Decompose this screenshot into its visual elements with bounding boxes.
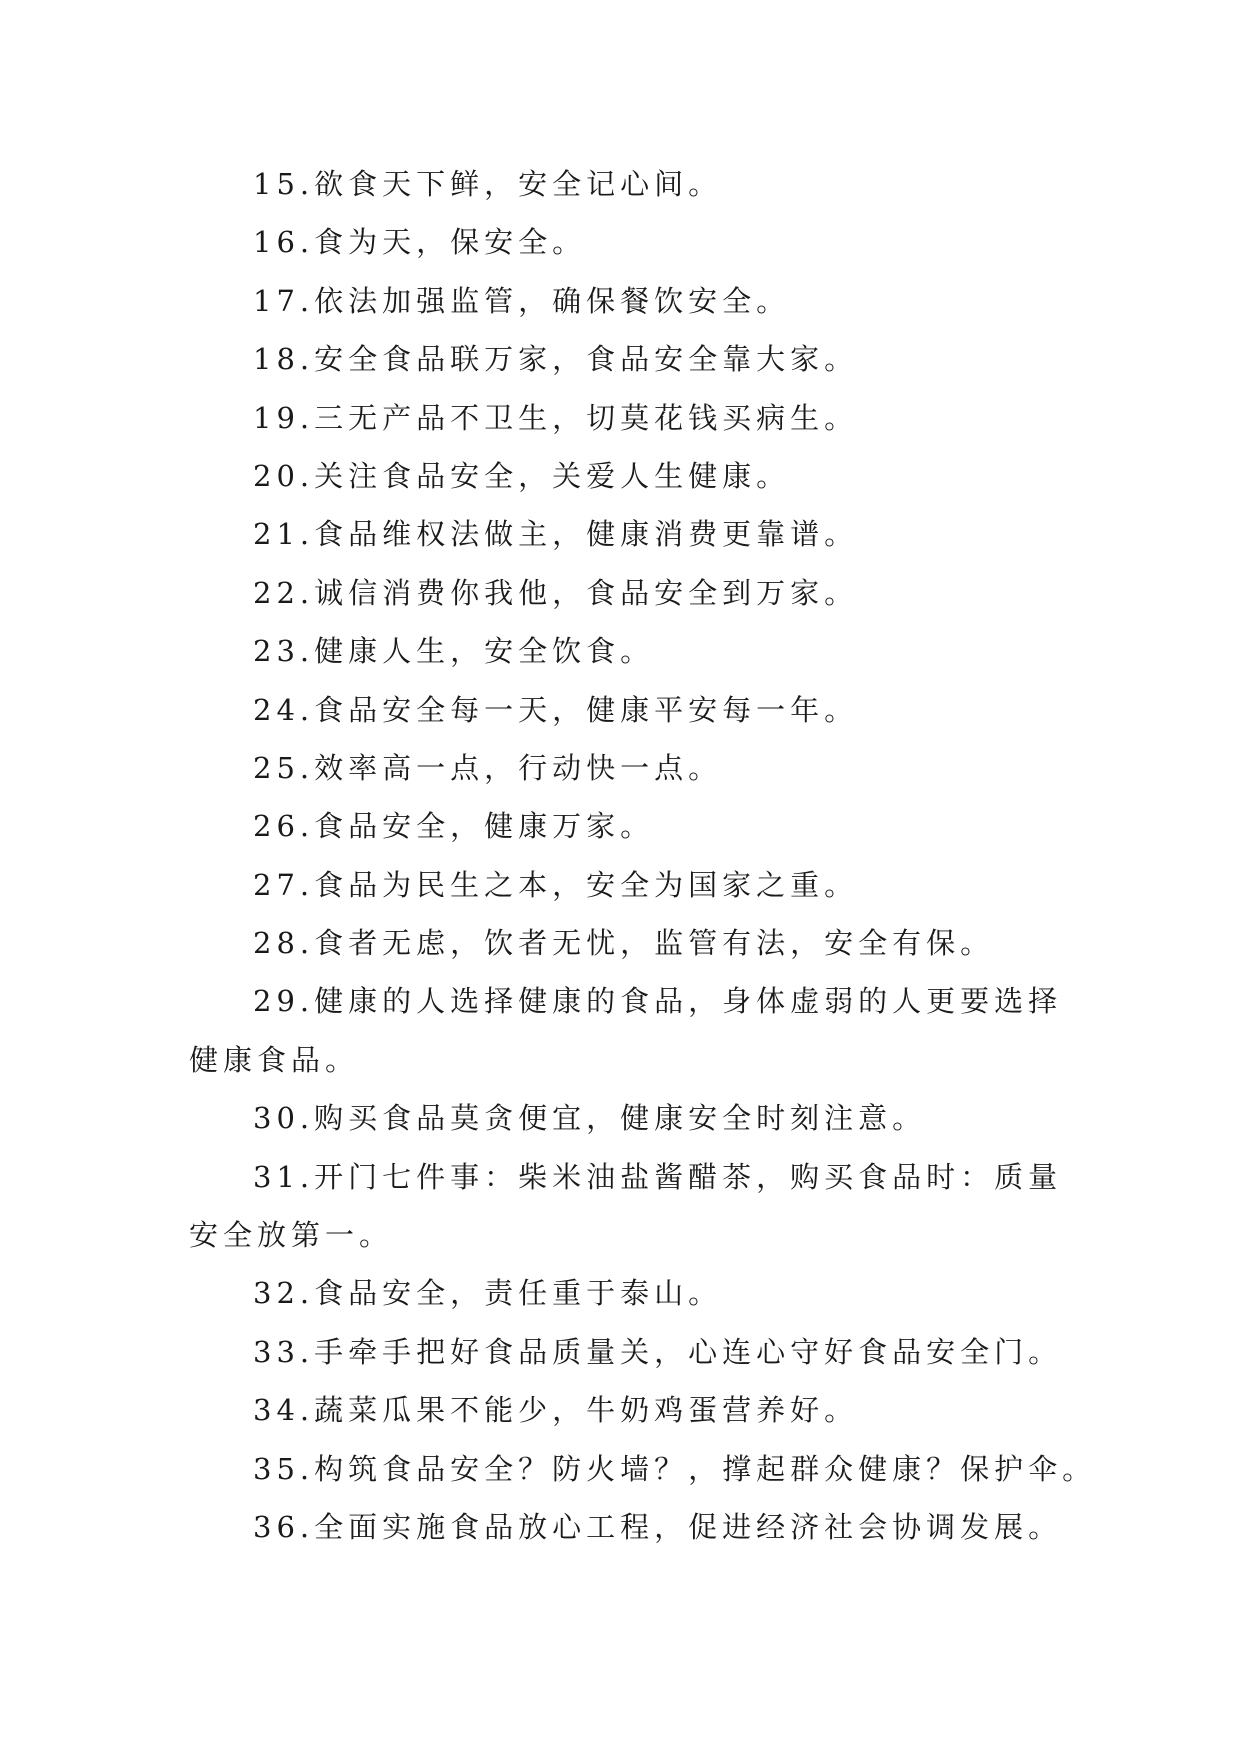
slogan-line: 21.食品维权法做主，健康消费更靠谱。 (253, 517, 859, 552)
slogan-line: 34.蔬菜瓜果不能少，牛奶鸡蛋营养好。 (253, 1393, 859, 1428)
slogan-line: 18.安全食品联万家，食品安全靠大家。 (253, 342, 859, 377)
slogan-line: 29.健康的人选择健康的食品，身体虚弱的人更要选择 (253, 984, 1063, 1019)
document-body (189, 155, 1097, 1556)
slogan-line: 25.效率高一点，行动快一点。 (253, 750, 723, 785)
slogan-line: 31.开门七件事：柴米油盐酱醋茶，购买食品时：质量 (253, 1159, 1063, 1194)
slogan-line: 24.食品安全每一天，健康平安每一年。 (253, 692, 859, 727)
slogan-line: 35.构筑食品安全？防火墙？，撑起群众健康？保护伞。 (253, 1451, 1097, 1486)
slogan-line-continuation: 健康食品。 (189, 1042, 360, 1077)
slogan-line: 17.依法加强监管，确保餐饮安全。 (253, 283, 791, 318)
slogan-line: 16.食为天，保安全。 (253, 225, 587, 260)
slogan-line: 28.食者无虑，饮者无忧，监管有法，安全有保。 (253, 926, 995, 961)
slogan-line: 20.关注食品安全，关爱人生健康。 (253, 458, 791, 493)
slogan-line: 26.食品安全，健康万家。 (253, 809, 655, 844)
slogan-line: 22.诚信消费你我他，食品安全到万家。 (253, 575, 859, 610)
slogan-line: 19.三无产品不卫生，切莫花钱买病生。 (253, 400, 859, 435)
slogan-line: 27.食品为民生之本，安全为国家之重。 (253, 867, 859, 902)
slogan-line: 23.健康人生，安全饮食。 (253, 634, 655, 669)
slogan-line: 36.全面实施食品放心工程，促进经济社会协调发展。 (253, 1509, 1063, 1544)
slogan-line: 32.食品安全，责任重于泰山。 (253, 1276, 723, 1311)
slogan-line: 15.欲食天下鲜，安全记心间。 (253, 167, 723, 201)
slogan-line-continuation: 安全放第一。 (189, 1218, 394, 1253)
slogan-line: 33.手牵手把好食品质量关，心连心守好食品安全门。 (253, 1334, 1063, 1369)
slogan-line: 30.购买食品莫贪便宜，健康安全时刻注意。 (253, 1101, 927, 1136)
